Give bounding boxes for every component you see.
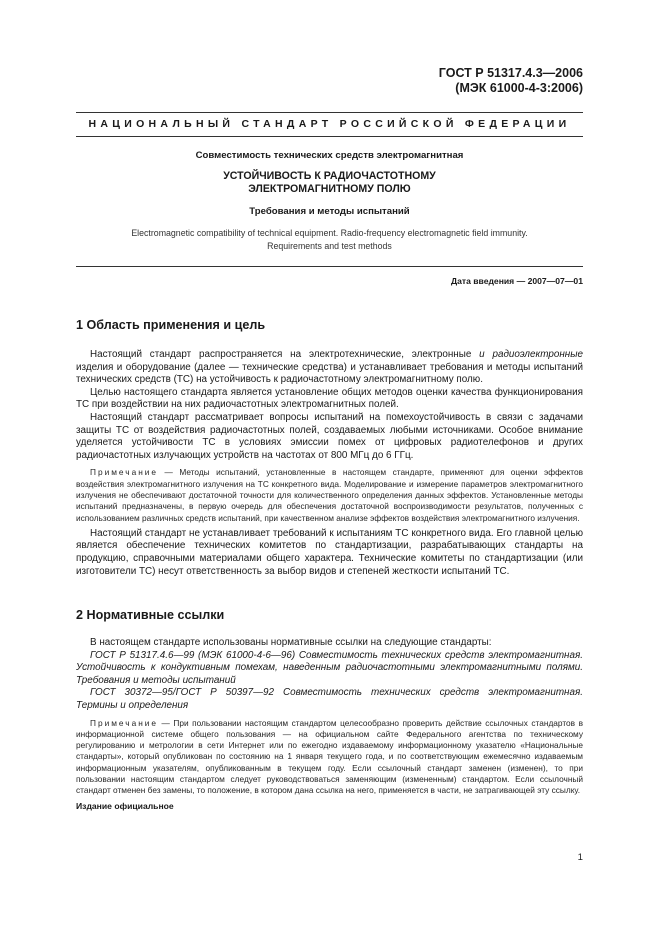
section-1-paragraph-2: Целью настоящего стандарта является установление общих методов оценки качества функционирования ТС при воздействии на них радиочастотных электромагнитных полей. xyxy=(76,386,583,411)
gost-number: ГОСТ Р 51317.4.3—2006 xyxy=(438,66,583,80)
p1-text-c: изделия и оборудование (далее — технические средства) и устанавливает требования и методы испытаний технических средств (ТС) на устойчивость к радиочастотному электромагнитному полю. xyxy=(76,361,583,386)
top-rule xyxy=(76,112,583,113)
english-title-line-2: Requirements and test methods xyxy=(267,241,392,251)
section-1-heading: 1 Область применения и цель xyxy=(76,318,266,332)
iec-number: (МЭК 61000-4-3:2006) xyxy=(455,81,583,95)
page-number: 1 xyxy=(577,852,583,863)
section-1-note xyxy=(76,467,583,523)
section-2-body xyxy=(76,637,583,797)
section-2-paragraph-1: В настоящем стандарте использованы нормативные ссылки на следующие стандарты: xyxy=(90,637,492,648)
document-subtitle-2: Требования и методы испытаний xyxy=(249,206,410,217)
document-title xyxy=(76,170,583,196)
p1-text-a: Настоящий стандарт распространяется на электротехнические, электронные xyxy=(90,349,480,360)
standard-designation xyxy=(439,66,583,96)
section-1-paragraph-1 xyxy=(76,349,583,387)
document-subtitle: Совместимость технических средств электромагнитная xyxy=(195,150,464,161)
section-1-body xyxy=(76,349,583,578)
title-rule xyxy=(76,266,583,267)
section-2-heading: 2 Нормативные ссылки xyxy=(76,608,225,622)
english-title xyxy=(76,227,583,253)
section-1-paragraph-4: Настоящий стандарт не устанавливает требований к испытаниям ТС конкретного вида. Его главной целью является обеспечение технических комитетов по стандартизации, разрабатывающих стандарты на продукцию, справочными материалами общего характера. Технические комитеты по стандартизации (или изготовители ТС) несут ответственность за выбор видов и степеней жесткости испытаний ТС. xyxy=(76,527,583,577)
section-2-note xyxy=(76,718,583,797)
bottom-rule xyxy=(76,136,583,137)
title-line-2: ЭЛЕКТРОМАГНИТНОМУ ПОЛЮ xyxy=(248,183,411,195)
p1-text-italic: и радиоэлектронные xyxy=(479,349,583,360)
note-label-2: Примечание xyxy=(90,717,159,728)
english-title-line-1: Electromagnetic compatibility of technical equipment. Radio-frequency electromagnetic field immunity. xyxy=(131,228,528,238)
official-edition-label: Издание официальное xyxy=(76,801,174,811)
section-1-paragraph-3: Настоящий стандарт рассматривает вопросы испытаний на помехоустойчивость в связи с задачами защиты ТС от воздействия радиочастотных полей, создаваемых любыми источниками. Особое внимание уделяется устойчивости ТС в условиях эмиссии помех от цифровых радиотелефонов и других радиочастотных излучающих устройств на частотах от 800 МГц до 6 ГГц. xyxy=(76,411,583,461)
note-text-2: — При пользовании настоящим стандартом целесообразно проверить действие ссылочных стандартов в информационной системе общего пользования — на официальном сайте Федерального агентства по техническому регулированию и метрологии в сети Интернет или по ежегодно издаваемому информационному указателю «Национальные стандарты», который опубликован по состоянию на 1 января текущего года, и по соответствующим ежемесячно издаваемым информационным указателям, опубликованным в текущем году. Если ссылочный стандарт заменен (изменен), то при пользовании настоящим стандартом следует руководствоваться заменяющим (измененным) стандартом. Если ссылочный стандарт отменен без замены, то положение, в котором дана ссылка на него, применяется в части, не затрагивающей эту ссылку. xyxy=(76,717,583,796)
title-line-1: УСТОЙЧИВОСТЬ К РАДИОЧАСТОТНОМУ xyxy=(223,170,436,182)
reference-2: ГОСТ 30372—95/ГОСТ Р 50397—92 Совместимость технических средств электромагнитная. Термины и определения xyxy=(76,687,583,711)
note-label: Примечание xyxy=(90,467,159,478)
national-standard-banner: НАЦИОНАЛЬНЫЙ СТАНДАРТ РОССИЙСКОЙ ФЕДЕРАЦИИ xyxy=(88,118,571,130)
intro-date: Дата введения — 2007—07—01 xyxy=(450,276,583,286)
reference-1: ГОСТ Р 51317.4.6—99 (МЭК 61000-4-6—96) Совместимость технических средств электромагнитная. Устойчивость к кондуктивным помехам, наведенным радиочастотными электромагнитными полями. Требования и методы испытаний xyxy=(76,649,583,686)
note-text: — Методы испытаний, установленные в настоящем стандарте, применяют для оценки эффектов воздействия электромагнитного излучения на ТС конкретного вида. Моделирование и измерение параметров электромагнитного излучения не обеспечивают достаточной точности для количественного определения данных эффектов. Установленные методы испытаний предназначены, в первую очередь для обеспечения достаточной воспроизводимости результатов, полученных с использованием различных средств испытаний, при качественном анализе эффектов воздействия электромагнитного излучения. xyxy=(76,467,583,523)
